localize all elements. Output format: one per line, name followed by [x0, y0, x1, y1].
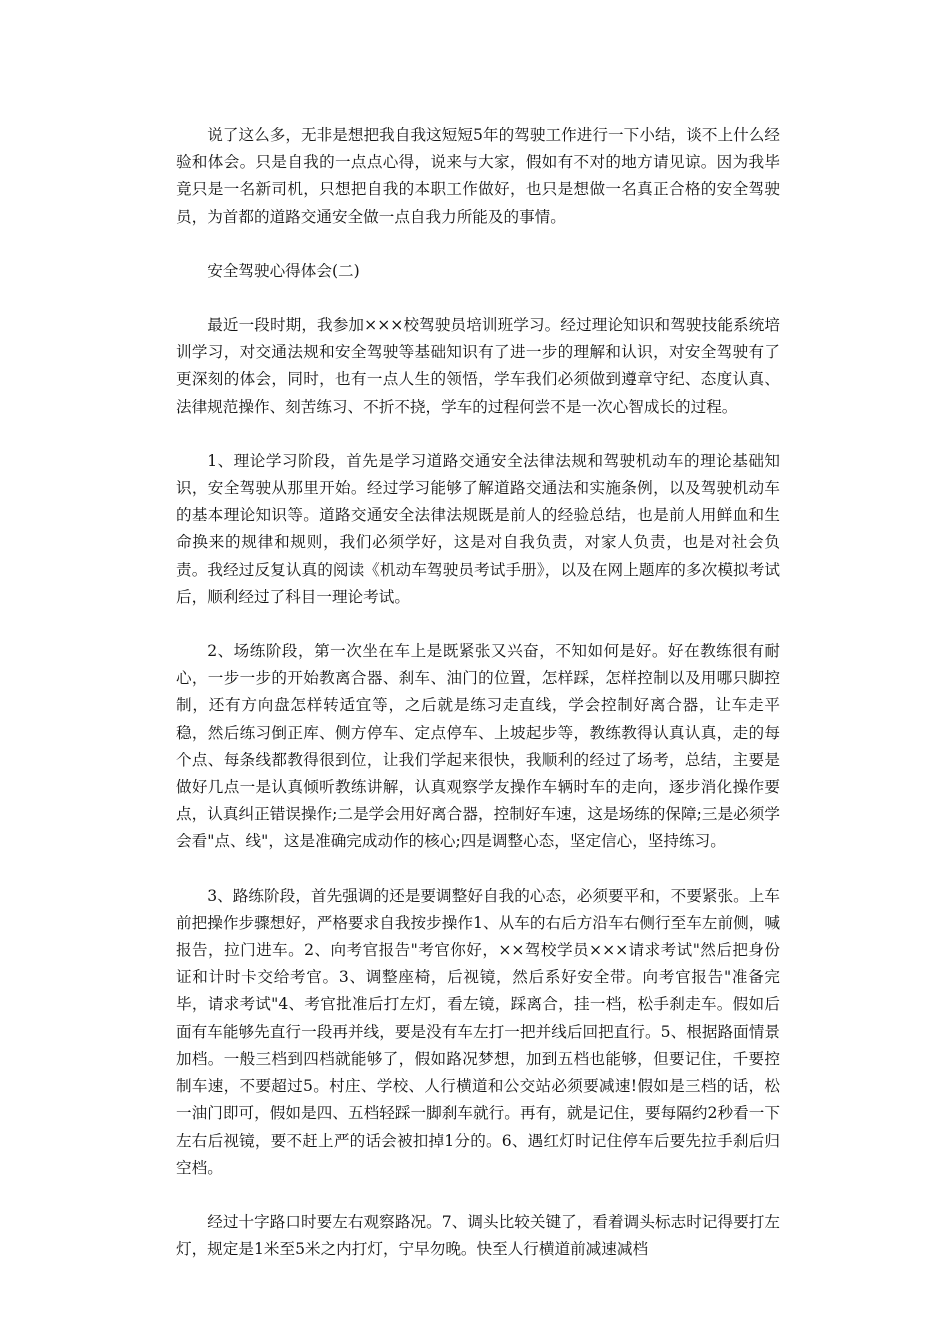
paragraph-summary: 说了这么多，无非是想把我自我这短短5年的驾驶工作进行一下小结，谈不上什么经验和体会。只是自我的一点点心得，说来与大家，假如有不对的地方请见谅。因为我毕竟只是一名新司机，只想把自我的本职工作做好，也只是想做一名真正合格的安全驾驶员，为首都的道路交通安全做一点自我力所能及的事情。	[176, 126, 780, 226]
paragraph-theory-stage: 1、理论学习阶段，首先是学习道路交通安全法律法规和驾驶机动车的理论基础知识，安全驾驶从那里开始。经过学习能够了解道路交通法和实施条例，以及驾驶机动车的基本理论知识等。道路交通安全法律法规既是前人的经验总结，也是前人用鲜血和生命换来的规律和规则，我们必须学好，这是对自我负责，对家人负责，也是对社会负责。我经过反复认真的阅读《机动车驾驶员考试手册》，以及在网上题库的多次模拟考试后，顺利经过了科目一理论考试。	[176, 451, 780, 606]
document-page	[176, 122, 780, 1263]
paragraph-road-practice-stage: 3、路练阶段，首先强调的还是要调整好自我的心态，必须要平和，不要紧张。上车前把操作步骤想好，严格要求自我按步操作1、从车的右后方沿车右侧行至车左前侧，喊报告，拉门进车。2、向考官报告"考官你好，××驾校学员×××请求考试"然后把身份证和计时卡交给考官。3、调整座椅，后视镜，然后系好安全带。向考官报告"准备完毕，请求考试"4、考官批准后打左灯，看左镜，踩离合，挂一档，松手刹走车。假如后面有车能够先直行一段再并线，要是没有车左打一把并线后回把直行。5、根据路面情景加档。一般三档到四档就能够了，假如路况梦想，加到五档也能够，但要记住，千要控制车速，不要超过5。村庄、学校、人行横道和公交站必须要减速!假如是三档的话，松一油门即可，假如是四、五档轻踩一脚刹车就行。再有，就是记住，要每隔约2秒看一下左右后视镜，要不赶上严的话会被扣掉1分的。6、遇红灯时记住停车后要先拉手刹后归空档。	[176, 886, 780, 1177]
paragraph-intro: 最近一段时期，我参加×××校驾驶员培训班学习。经过理论知识和驾驶技能系统培训学习，对交通法规和安全驾驶等基础知识有了进一步的理解和认识，对安全驾驶有了更深刻的体会，同时，也有一点人生的领悟，学车我们必须做到遵章守纪、态度认真、法律规范操作、刻苦练习、不折不挠，学车的过程何尝不是一次心智成长的过程。	[176, 316, 780, 416]
paragraph-intersection: 经过十字路口时要左右观察路况。7、调头比较关键了，看着调头标志时记得要打左灯，规定是1米至5米之内打灯，宁早勿晚。快至人行横道前减速减档	[176, 1212, 780, 1259]
section-heading: 安全驾驶心得体会(二)	[207, 261, 360, 280]
paragraph-field-practice-stage: 2、场练阶段，第一次坐在车上是既紧张又兴奋，不知如何是好。好在教练很有耐心，一步一步的开始教离合器、刹车、油门的位置，怎样踩，怎样控制以及用哪只脚控制，还有方向盘怎样转适宜等，之后就是练习走直线，学会控制好离合器，让车走平稳，然后练习倒正库、侧方停车、定点停车、上坡起步等，教练教得认真认真，走的每个点、每条线都教得很到位，让我们学起来很快，我顺利的经过了场考，总结，主要是做好几点一是认真倾听教练讲解，认真观察学友操作车辆时车的走向，逐步消化操作要点，认真纠正错误操作;二是学会用好离合器，控制好车速，这是场练的保障;三是必须学会看"点、线"，这是准确完成动作的核心;四是调整心态，坚定信心，坚持练习。	[176, 642, 780, 851]
